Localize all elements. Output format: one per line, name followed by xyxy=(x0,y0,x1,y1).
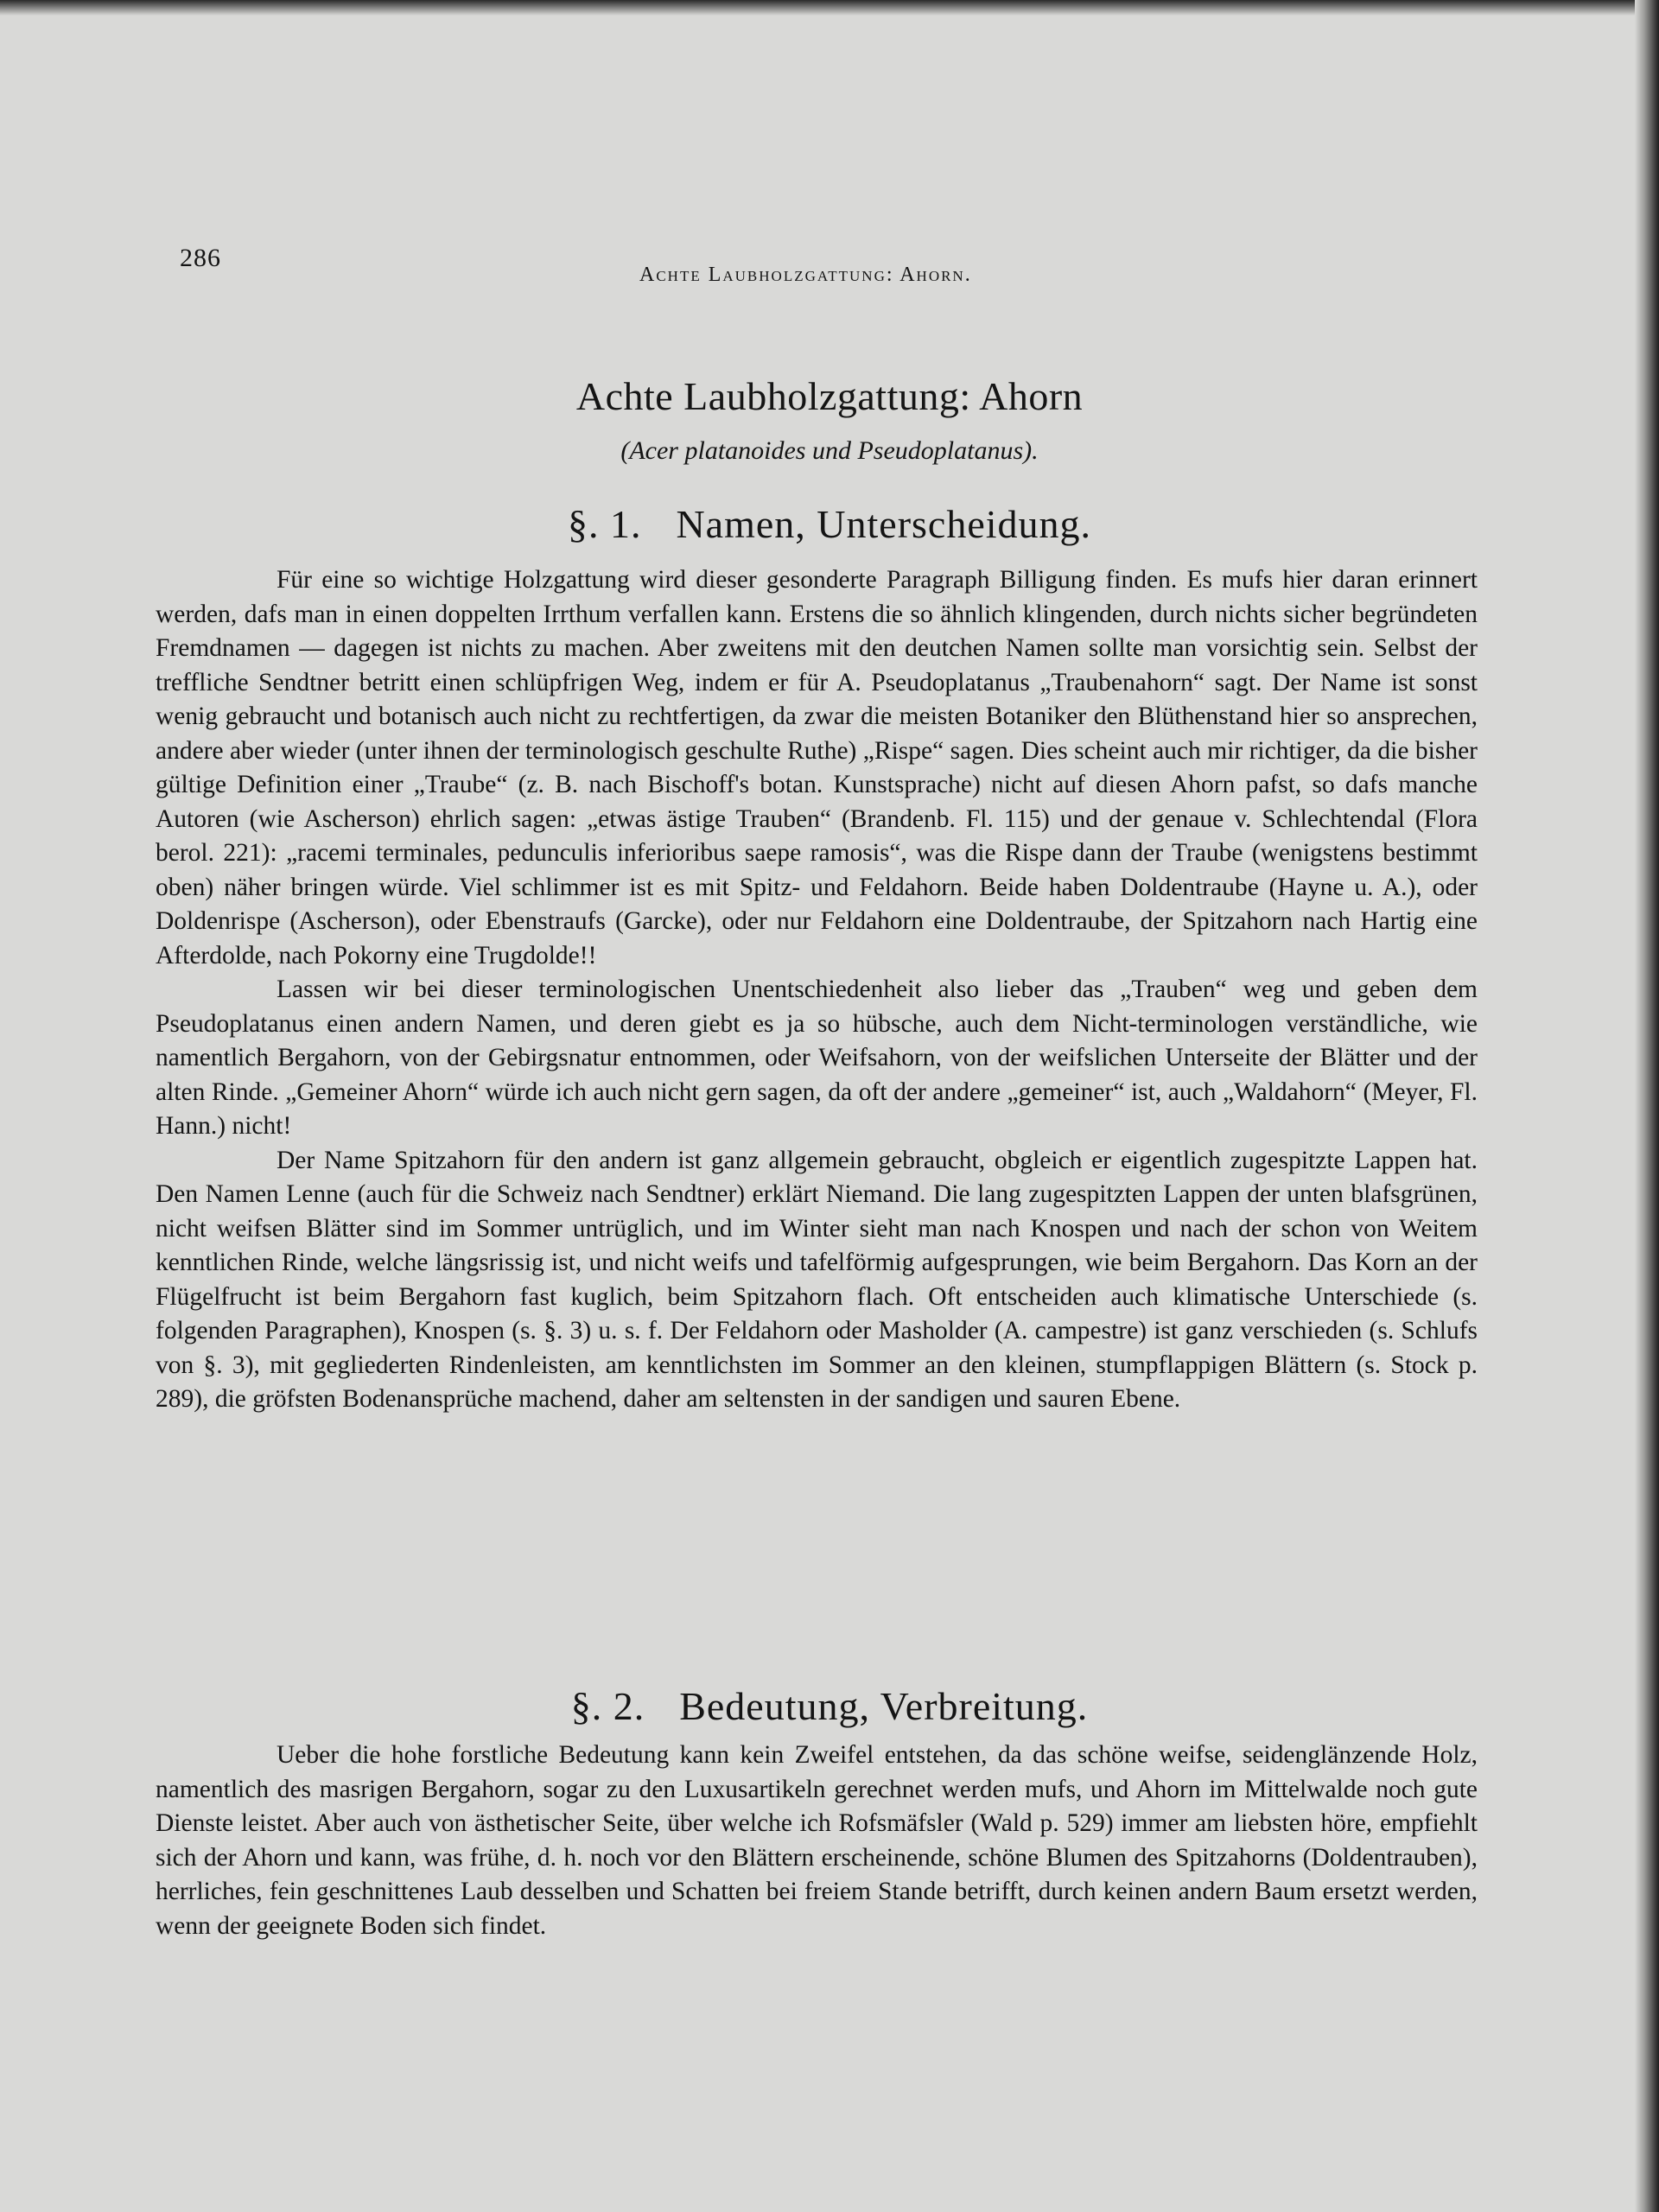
section-1-heading xyxy=(0,501,1659,547)
section-1-title: Namen, Unterscheidung. xyxy=(676,502,1092,546)
section-2-number: §. 2. xyxy=(570,1684,645,1728)
paragraph: Lassen wir bei dieser terminologischen Unentschiedenheit also lieber das „Trauben“ weg und geben dem Pseudoplatanus einen andern Namen, und deren giebt es ja so hübsche, auch dem Nicht-terminologen verständliche, wie namentlich Bergahorn, von der Gebirgsnatur entnommen, oder Weifsahorn, von der weifslichen Unterseite der Blätter und der alten Rinde. „Gemeiner Ahorn“ würde ich auch nicht gern sagen, da oft der andere „gemeiner“ ist, auch „Waldahorn“ (Meyer, Fl. Hann.) nicht! xyxy=(156,976,1478,1140)
section-2-body xyxy=(156,1738,1478,1943)
chapter-subtitle xyxy=(0,436,1659,466)
running-head: Achte Laubholzgattung: Ahorn. xyxy=(639,264,972,286)
paragraph: Für eine so wichtige Holzgattung wird dieser gesonderte Paragraph Billigung finden. Es mufs hier daran erinnert werden, dafs man in einen doppelten Irrthum verfallen kann. Erstens die so ähnlich klingenden, durch nichts sicher begründeten Fremdnamen — dagegen ist nichts zu machen. Aber zweitens mit den deutchen Namen sollte man vorsichtig sein. Selbst der treffliche Sendtner betritt einen schlüpfrigen Weg, indem er für A. Pseudoplatanus „Traubenahorn“ sagt. Der Name ist sonst wenig gebraucht und botanisch auch nicht zu rechtfertigen, da zwar die meisten Botaniker den Blüthenstand hier so ansprechen, andere aber wieder (unter ihnen der terminologisch geschulte Ruthe) „Rispe“ sagen. Dies scheint auch mir richtiger, da die bisher gültige Definition einer „Traube“ (z. B. nach Bischoff's botan. Kunstsprache) nicht auf diesen Ahorn pafst, so dafs manche Autoren (wie Ascherson) ehrlich sagen: „etwas ästige Trauben“ (Brandenb. Fl. 115) und der genaue v. Schlechtendal (Flora berol. 221): „racemi terminales, pedunculis inferioribus saepe ramosis“, was die Rispe dann der Traube (wenigstens bestimmt oben) näher bringen würde. Viel schlimmer ist es mit Spitz- und Feldahorn. Beide haben Doldentraube (Hayne u. A.), oder Doldenrispe (Ascherson), oder Ebenstraufs (Garcke), oder nur Feldahorn eine Doldentraube, der Spitzahorn nach Hartig eine Afterdolde, nach Pokorny eine Trugdolde!! xyxy=(156,566,1478,969)
paragraph: Der Name Spitzahorn für den andern ist ganz allgemein gebraucht, obgleich er eigentlich zugespitzte Lappen hat. Den Namen Lenne (auch für die Schweiz nach Sendtner) erklärt Niemand. Die lang zugespitzten Lappen der unten blafsgrünen, nicht weifsen Blätter sind im Sommer untrüglich, und im Winter sieht man nach Knospen und nach der schon von Weitem kenntlichen Rinde, welche längsrissig ist, und nicht weifs und tafelförmig aufgesprungen, wie beim Bergahorn. Das Korn an der Flügelfrucht ist beim Bergahorn fast kuglich, beim Spitzahorn flach. Oft entscheiden auch klimatische Unterschiede (s. folgenden Paragraphen), Knospen (s. §. 3) u. s. f. Der Feldahorn oder Masholder (A. campestre) ist ganz verschieden (s. Schlufs von §. 3), mit gegliederten Rindenleisten, am kenntlichsten im Sommer an den kleinen, stumpflappigen Blättern (s. Stock p. 289), die gröfsten Bodenansprüche machend, daher am seltensten in der sandigen und sauren Ebene. xyxy=(156,1146,1478,1413)
page-edge-shadow-right xyxy=(1635,0,1659,2212)
page-number: 286 xyxy=(180,244,221,272)
section-2-title: Bedeutung, Verbreitung. xyxy=(679,1684,1089,1728)
page-edge-shadow-top xyxy=(0,0,1659,16)
paragraph: Ueber die hohe forstliche Bedeutung kann kein Zweifel entstehen, da das schöne weifse, seidenglänzende Holz, namentlich des masrigen Bergahorn, sogar zu den Luxusartikeln gerechnet werden mufs, und Ahorn im Mittelwalde noch gute Dienste leistet. Aber auch von ästhetischer Seite, über welche ich Rofsmäfsler (Wald p. 529) immer am liebsten höre, empfiehlt sich der Ahorn und kann, was frühe, d. h. noch vor den Blättern erscheinende, schöne Blumen des Spitzahorns (Doldentrauben), herrliches, fein geschnittenes Laub desselben und Schatten bei freiem Stande betrifft, durch keinen andern Baum ersetzt werden, wenn der geeignete Boden sich findet. xyxy=(156,1741,1478,1940)
chapter-subtitle-text: (Acer platanoides und Pseudoplatanus). xyxy=(620,436,1039,465)
section-1-number: §. 1. xyxy=(567,502,642,546)
section-2-heading xyxy=(0,1683,1659,1729)
chapter-title: Achte Laubholzgattung: Ahorn xyxy=(575,374,1084,418)
section-1-body xyxy=(156,563,1478,1417)
